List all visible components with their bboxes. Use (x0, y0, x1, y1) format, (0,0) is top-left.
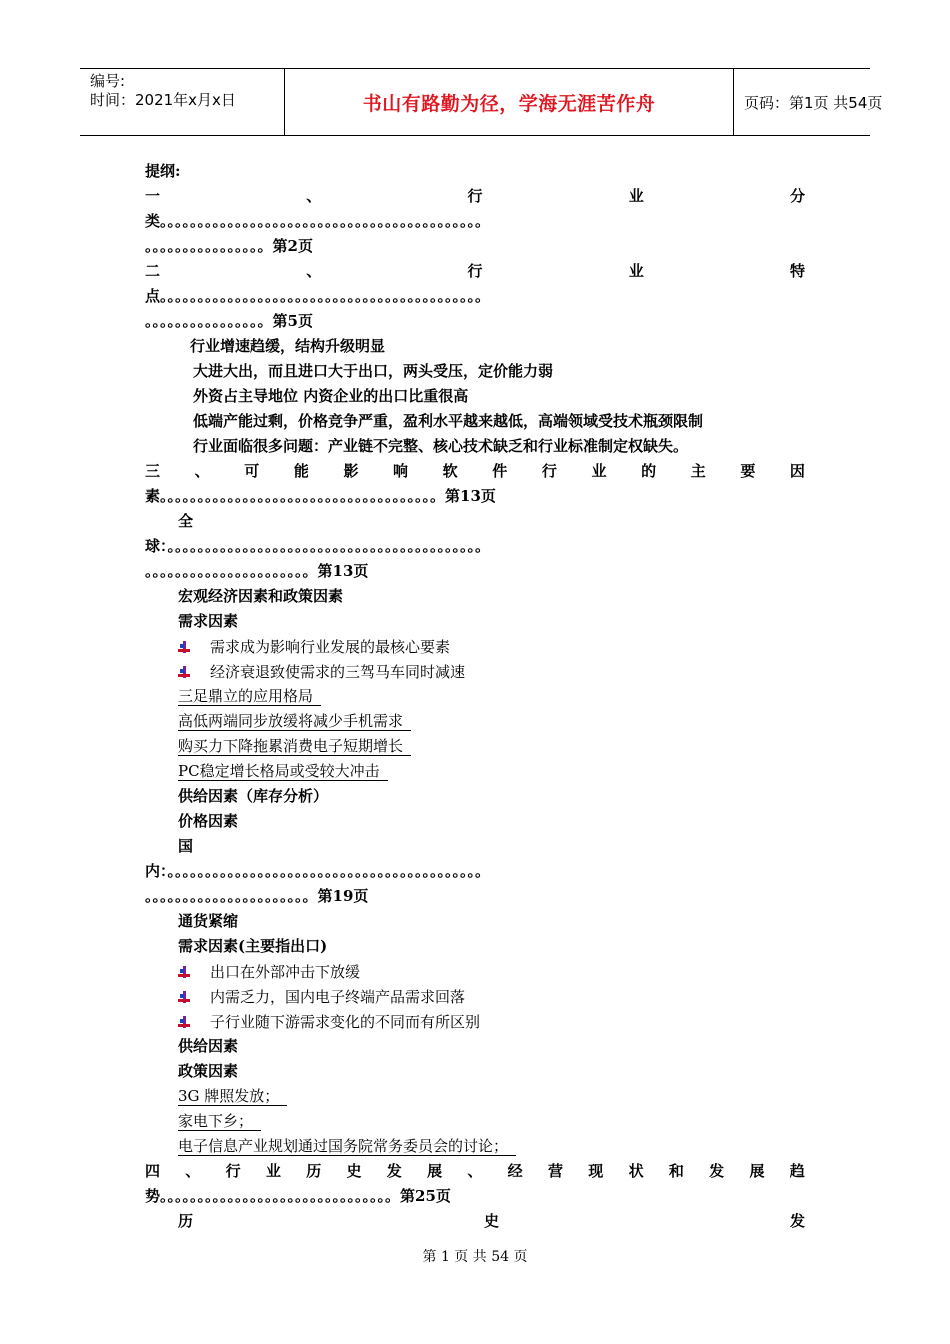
supply-factors-2: 供给因素 (178, 1037, 239, 1055)
bullet-icon (178, 966, 190, 978)
policy-link[interactable]: 电子信息产业规划通过国务院常务委员会的讨论； (178, 1134, 516, 1159)
section-4-page-ref: 势。。。。。。。。。。。。。。。。。。。。。。。。。。。。。。。第25页 (145, 1187, 451, 1205)
section-2-leader: 点。。。。。。。。。。。。。。。。。。。。。。。。。。。。。。。。。。。。。。。。。。。 (145, 287, 491, 305)
bullet-icon (178, 641, 190, 653)
history-heading: 历 史 发 (178, 1212, 805, 1230)
global-heading: 全 (178, 512, 194, 530)
demand-link[interactable]: 三足鼎立的应用格局 (178, 684, 321, 709)
policy-factors: 政策因素 (178, 1062, 239, 1080)
supply-factors: 供给因素（库存分析） (178, 787, 329, 805)
doc-date-label: 时间：2021年x月x日 (90, 91, 236, 109)
page-footer: 第 1 页 共 54 页 (422, 1249, 528, 1265)
section-2-item: 行业增速趋缓，结构升级明显 (190, 337, 386, 355)
section-2-heading: 二 、 行 业 特 (145, 262, 805, 280)
section-2-page-ref: 。。。。。。。。。。。。。。。。第5页 (145, 312, 313, 330)
price-factors: 价格因素 (178, 812, 239, 830)
bullet-icon (178, 991, 190, 1003)
bullet-icon (178, 1016, 190, 1028)
section-3-heading: 三 、 可 能 影 响 软 件 行 业 的 主 要 因 (145, 462, 805, 480)
domestic-leader: 内：。。。。。。。。。。。。。。。。。。。。。。。。。。。。。。。。。。。。。。。。。。 (145, 862, 491, 880)
section-4-heading: 四 、 行 业 历 史 发 展 、 经 营 现 状 和 发 展 趋 (145, 1162, 805, 1180)
header-page-label: 页码：第1页 共54页 (744, 93, 883, 112)
section-1-leader: 类。。。。。。。。。。。。。。。。。。。。。。。。。。。。。。。。。。。。。。。。。。。 (145, 212, 491, 230)
demand-link[interactable]: PC稳定增长格局或受较大冲击 (178, 759, 388, 784)
section-1-heading: 一 、 行 业 分 (145, 187, 805, 205)
demand-factors: 需求因素 (178, 612, 239, 630)
demand-link[interactable]: 购买力下降拖累消费电子短期增长 (178, 734, 411, 759)
policy-link[interactable]: 家电下乡； (178, 1109, 261, 1134)
demand-factors-export: 需求因素(主要指出口) (178, 937, 328, 955)
section-3-page-ref: 素。。。。。。。。。。。。。。。。。。。。。。。。。。。。。。。。。。。。。第13页 (145, 487, 496, 505)
list-item: 子行业随下游需求变化的不同而有所区别 (178, 1009, 480, 1034)
policy-link[interactable]: 3G 牌照发放； (178, 1084, 287, 1109)
bullet-icon (178, 666, 190, 678)
header-table (80, 68, 883, 136)
list-item: 出口在外部冲击下放缓 (178, 959, 360, 984)
macro-factors: 宏观经济因素和政策因素 (178, 587, 344, 605)
domestic-heading: 国 (178, 837, 194, 855)
list-item: 需求成为影响行业发展的最核心要素 (178, 634, 450, 659)
doc-number-label: 编号: (90, 72, 126, 90)
section-2-item: 行业面临很多问题：产业链不完整、核心技术缺乏和行业标准制定权缺失。 (193, 437, 689, 455)
demand-link[interactable]: 高低两端同步放缓将减少手机需求 (178, 709, 411, 734)
section-2-item: 大进大出，而且进口大于出口，两头受压，定价能力弱 (193, 362, 554, 380)
outline-title: 提纲: (145, 162, 181, 180)
global-page-ref: 。。。。。。。。。。。。。。。。。。。。。。第13页 (145, 562, 369, 580)
header-meta (80, 69, 284, 135)
global-leader: 球：。。。。。。。。。。。。。。。。。。。。。。。。。。。。。。。。。。。。。。。。。。 (145, 537, 491, 555)
section-2-item: 外资占主导地位 内资企业的出口比重很高 (193, 387, 469, 405)
deflation: 通货紧缩 (178, 912, 239, 930)
domestic-page-ref: 。。。。。。。。。。。。。。。。。。。。。。第19页 (145, 887, 369, 905)
section-1-page-ref: 。。。。。。。。。。。。。。。。第2页 (145, 237, 313, 255)
list-item: 内需乏力，国内电子终端产品需求回落 (178, 984, 465, 1009)
header-motto: 书山有路勤为径，学海无涯苦作舟 (284, 69, 734, 135)
list-item: 经济衰退致使需求的三驾马车同时减速 (178, 659, 465, 684)
section-2-item: 低端产能过剩，价格竞争严重，盈利水平越来越低，高端领域受技术瓶颈限制 (193, 412, 704, 430)
